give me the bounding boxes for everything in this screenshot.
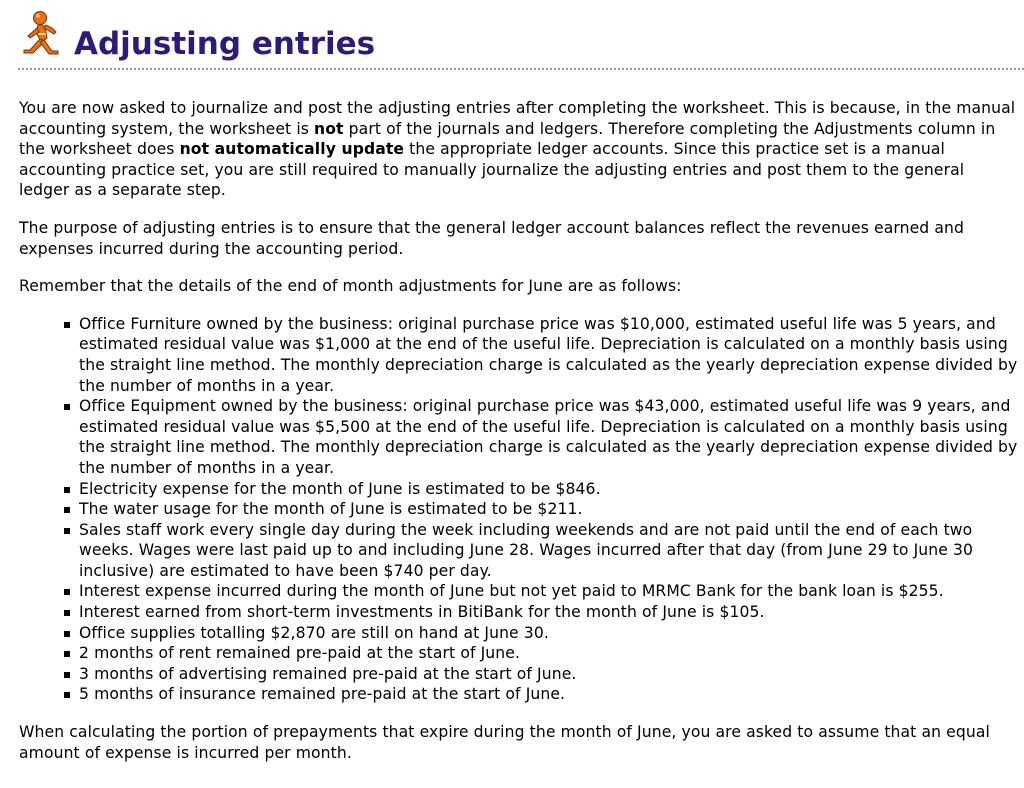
- page-content: [19, 98, 1019, 780]
- list-item: Interest expense incurred during the month of June but not yet paid to MRMC Bank for the bank loan is $255.: [79, 581, 1019, 602]
- emphasis-not: not: [314, 119, 344, 138]
- list-item: Office supplies totalling $2,870 are still on hand at June 30.: [79, 623, 1019, 644]
- list-item: Office Furniture owned by the business: original purchase price was $10,000, estimated useful life was 5 years, and estimated residual value was $1,000 at the end of the useful life. Depreciation is calculated on a monthly basis using the straight line method. The monthly depreciation charge is calculated as the yearly depreciation expense divided by the number of months in a year.: [79, 314, 1018, 395]
- list-item: 2 months of rent remained pre-paid at the start of June.: [79, 643, 1019, 664]
- list-item: 3 months of advertising remained pre-paid at the start of June.: [79, 664, 1019, 685]
- running-figure-icon: [18, 10, 66, 62]
- page-title: Adjusting entries: [74, 26, 376, 62]
- adjustments-list: [19, 314, 1019, 705]
- purpose-paragraph: The purpose of adjusting entries is to ensure that the general ledger account balances reflect the revenues earned and expenses incurred during the accounting period.: [19, 218, 964, 258]
- closing-paragraph: When calculating the portion of prepayments that expire during the month of June, you are asked to assume that an equal amount of expense is incurred per month.: [19, 723, 990, 762]
- list-item: Sales staff work every single day during the week including weekends and are not paid until the end of each two weeks. Wages were last paid up to and including June 28. Wages incurred after that day (from June 29 to June 30 inclusive) are estimated to have been $740 per day.: [79, 520, 1019, 582]
- list-item: Office Equipment owned by the business: original purchase price was $43,000, estimated useful life was 9 years, and estimated residual value was $5,500 at the end of the useful life. Depreciation is calculated on a monthly basis using the straight line method. The monthly depreciation charge is calculated as the yearly depreciation expense divided by the number of months in a year.: [79, 397, 1018, 477]
- list-item: The water usage for the month of June is estimated to be $211.: [79, 499, 1019, 520]
- intro-paragraph: You are now asked to journalize and post the adjusting entries after completing the worksheet. This is because, in the manual accounting system, the worksheet is not part of the journals and ledgers. Therefore completing the Adjustments column in the worksheet does not automatically update the appropriate ledger accounts. Since this practice set is a manual accounting practice set, you are still required to manually journalize the adjusting entries and post them to the general ledger as a separate step.: [19, 99, 1016, 200]
- page-header: [18, 10, 1024, 70]
- list-item: Electricity expense for the month of June is estimated to be $846.: [79, 479, 1019, 500]
- list-item: 5 months of insurance remained pre-paid at the start of June.: [79, 684, 1019, 705]
- emphasis-not-automatically-update: not automatically update: [179, 140, 405, 159]
- list-item: Interest earned from short-term investments in BitiBank for the month of June is $105.: [79, 602, 1019, 623]
- remember-paragraph: Remember that the details of the end of month adjustments for June are as follows:: [19, 277, 682, 296]
